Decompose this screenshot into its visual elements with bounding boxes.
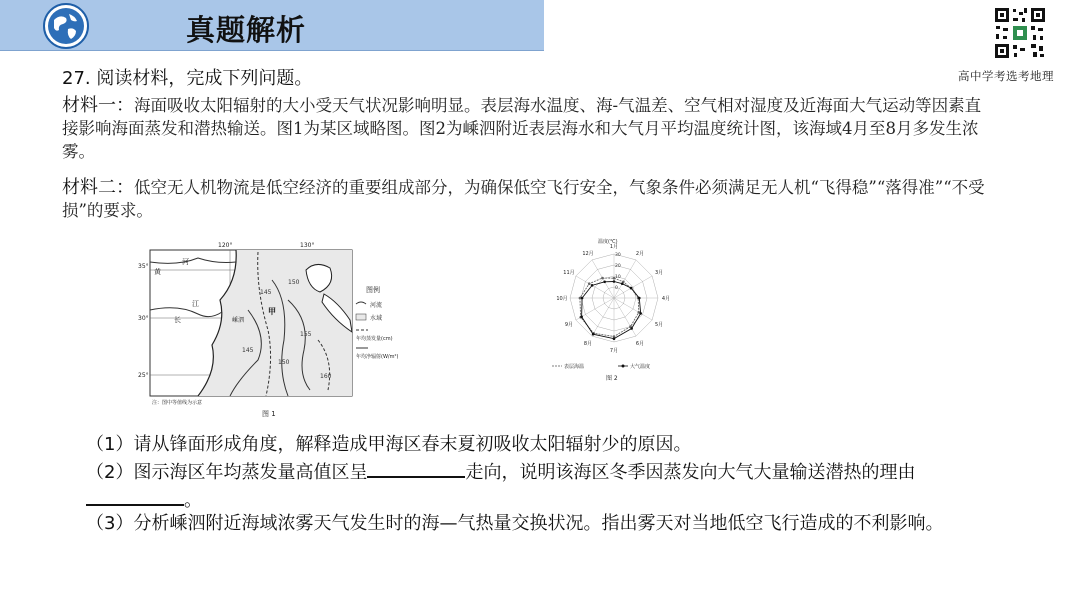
figure-note: 注：图中等值线为示意	[152, 400, 203, 406]
month-label: 3月	[654, 270, 664, 276]
legend-sea-temp: 表层海温	[564, 364, 585, 370]
tick-label: 20	[615, 264, 621, 269]
radar-spoke	[576, 276, 614, 298]
radar-grid	[556, 243, 670, 354]
figure-2-radar-chart	[548, 236, 680, 388]
sub-question-2-part2: 走向，说明该海区冬季因蒸发向大气大量输送潜热的理由	[465, 462, 916, 483]
page-title: 真题解析	[186, 13, 307, 47]
month-label: 12月	[582, 250, 594, 257]
air-temp-point	[603, 281, 606, 284]
qr-code-icon	[993, 6, 1047, 60]
material-two	[62, 176, 992, 222]
lon-label: 130°	[300, 242, 315, 249]
month-label: 9月	[564, 322, 574, 328]
figure-1-map	[138, 240, 410, 418]
air-temp-point	[580, 315, 583, 318]
legend-air-temp: 大气温度	[630, 364, 651, 370]
legend-title: 图例	[366, 286, 380, 294]
place-label: 甲	[268, 307, 276, 316]
radar-spoke	[614, 298, 652, 320]
legend-item: 水域	[370, 315, 383, 322]
answer-blank[interactable]	[367, 458, 465, 478]
place-label: 河	[182, 258, 189, 266]
isoline-label: 145	[260, 289, 272, 296]
air-temp-point	[592, 333, 595, 336]
sea-temp-point	[613, 277, 616, 280]
air-temp-point	[613, 280, 616, 283]
air-temp-point	[591, 284, 594, 287]
material-one-text: 海面吸收太阳辐射的大小受天气状况影响明显。表层海水温度、海-气温差、空气相对湿度及近海面大气运动等因素直接影响海面蒸发和潜热输送。图1为某区域略图。图2为嵊泗附近表层海水和大气月平均温度统计图，该海域4月至8月多发生浓雾。	[62, 96, 982, 161]
isoline-label: 155	[300, 331, 312, 338]
legend-item: 河流	[370, 302, 383, 309]
slide-header-bar	[0, 0, 544, 51]
material-two-text: 低空无人机物流是低空经济的重要组成部分，为确保低空飞行安全，气象条件必须满足无人机“飞得稳”“落得准”“不受损”的要求。	[62, 178, 985, 220]
lat-label: 25°	[138, 372, 149, 379]
month-label: 10月	[556, 296, 568, 302]
sub-question-3: （3）分析嵊泗附近海域浓雾天气发生时的海—气热量交换状况。指出雾天对当地低空飞行造成的不利影响。	[86, 513, 944, 534]
air-temp-point	[613, 337, 616, 340]
place-label: 长	[174, 316, 181, 324]
isoline-label: 150	[278, 359, 290, 366]
answer-blank[interactable]	[86, 486, 184, 506]
air-temp-point	[639, 312, 642, 315]
isoline-label: 150	[288, 279, 300, 286]
month-label: 4月	[661, 296, 671, 302]
lon-label: 120°	[218, 242, 233, 249]
lat-label: 35°	[138, 263, 149, 270]
legend-item: 年均蒸发量(cm)	[356, 336, 393, 342]
lat-label: 30°	[138, 315, 149, 322]
month-label: 6月	[635, 341, 645, 348]
figure-2-caption: 图 2	[606, 375, 618, 382]
tick-label: 0	[615, 286, 618, 291]
material-one	[62, 94, 992, 163]
isoline-label: 160	[320, 373, 332, 380]
sub-question-1: （1）请从锋面形成角度，解释造成甲海区春末夏初吸收太阳辐射少的原因。	[86, 434, 692, 455]
month-label: 5月	[654, 322, 664, 328]
air-temp-point	[638, 297, 641, 300]
month-label: 11月	[563, 270, 575, 276]
tick-label: 30	[615, 253, 621, 258]
place-label: 黄	[154, 268, 161, 276]
isoline-label: 145	[242, 347, 254, 354]
air-temp-point	[630, 287, 633, 290]
brand-label: 高中学考选考地理	[958, 69, 1054, 83]
sub-question-2-part3: 。	[184, 490, 202, 511]
sea-temp-point	[601, 277, 604, 280]
month-label: 8月	[583, 341, 593, 348]
sea-temp-point	[588, 282, 591, 285]
air-temp-point	[581, 297, 584, 300]
figure-1-caption: 图 1	[262, 410, 276, 418]
tick-label: 10	[615, 275, 621, 280]
material-one-label: 材料一：	[62, 95, 134, 116]
place-label: 嵊泗	[232, 317, 245, 324]
air-temp-point	[621, 282, 624, 285]
legend-item: 年均净辐射(W/m²)	[356, 354, 399, 360]
month-label: 1月	[609, 244, 619, 250]
month-label: 7月	[609, 348, 619, 354]
radar-spoke	[592, 298, 614, 336]
air-temp-point	[630, 327, 633, 330]
month-label: 2月	[635, 250, 645, 257]
sub-question-2	[86, 458, 986, 514]
sub-question-2-part1: （2）图示海区年均蒸发量高值区呈	[86, 462, 368, 483]
place-label: 江	[192, 300, 199, 308]
material-two-label: 材料二：	[62, 177, 134, 198]
question-heading: 27. 阅读材料，完成下列问题。	[62, 68, 313, 89]
globe-icon	[42, 2, 90, 50]
axis-title: 温度(℃)	[598, 239, 618, 245]
